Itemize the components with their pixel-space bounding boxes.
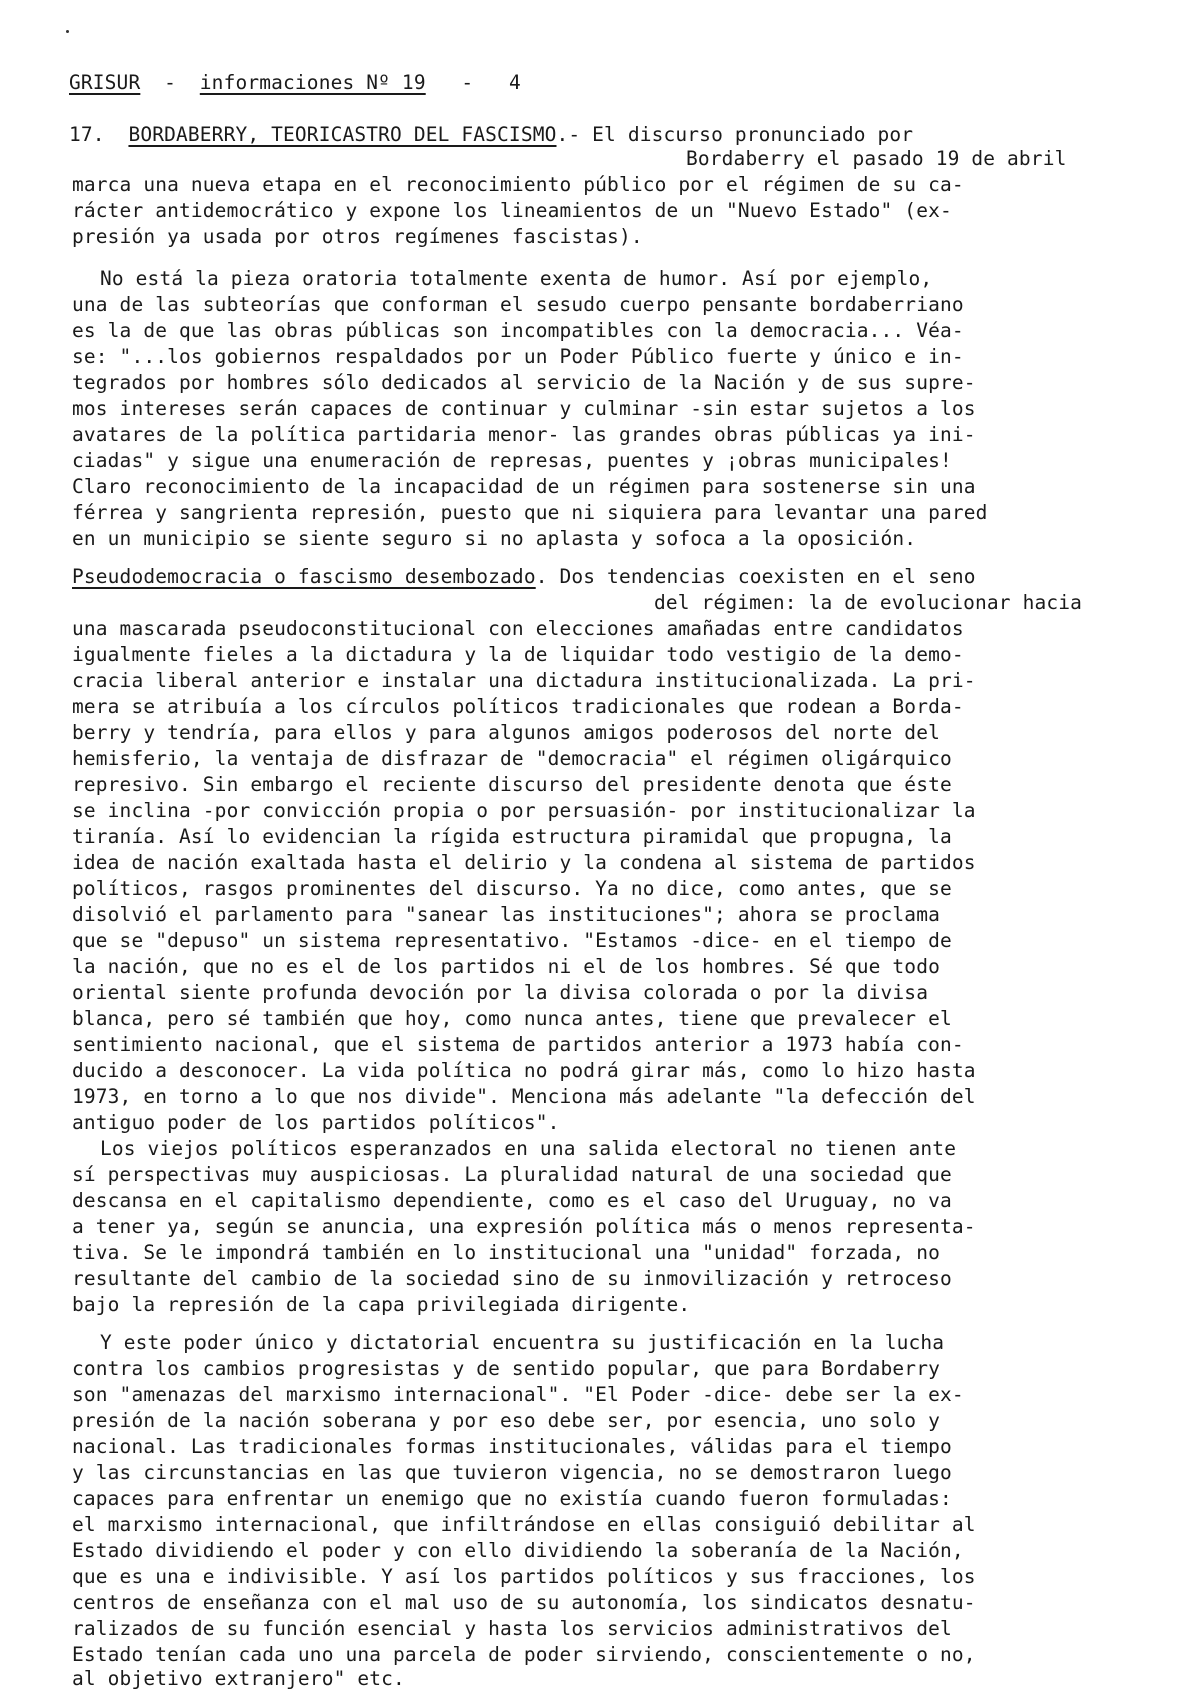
text-line: en un municipio se siente seguro si no aplasta y sofoca a la oposición. [72, 527, 917, 550]
text-line: represivo. Sin embargo el reciente discurso del presidente denota que éste [72, 773, 952, 796]
text-line: presión de la nación soberana y por eso debe ser, por esencia, uno solo y [72, 1409, 940, 1432]
text-line: idea de nación exaltada hasta el delirio y la condena al sistema de partidos [72, 851, 976, 874]
text-line: centros de enseñanza con el mal uso de su autonomía, los sindicatos desnatu- [72, 1591, 976, 1614]
text-line: y las circunstancias en las que tuvieron vigencia, no se demostraron luego [72, 1461, 952, 1484]
header-dash: - [461, 71, 474, 94]
text-line: ciadas" y sigue una enumeración de represas, puentes y ¡obras municipales! [72, 449, 952, 472]
text-line: que se "depuso" un sistema representativo. "Estamos -dice- en el tiempo de [72, 929, 952, 952]
text-line: sentimiento nacional, que el sistema de partidos anterior a 1973 había con- [72, 1033, 964, 1056]
text-line: blanca, pero sé también que hoy, como nunca antes, tiene que prevalecer el [72, 1007, 952, 1030]
subheading: Pseudodemocracia o fascismo desembozado [72, 565, 536, 588]
text-line: mos intereses serán capaces de continuar y culminar -sin estar sujetos a los [72, 397, 976, 420]
header-brand: GRISUR [69, 71, 141, 94]
text-line: se: "...los gobiernos respaldados por un Poder Público fuerte y único e in- [72, 345, 964, 368]
text-line: igualmente fieles a la dictadura y la de liquidar todo vestigio de la demo- [72, 643, 964, 666]
text-line: contra los cambios progresistas y de sentido popular, que para Bordaberry [72, 1357, 940, 1380]
text-line: al objetivo extranjero" etc. [72, 1667, 405, 1690]
text-line: oriental siente profunda devoción por la divisa colorada o por la divisa [72, 981, 929, 1004]
text-line: una de las subteorías que conforman el sesudo cuerpo pensante bordaberriano [72, 293, 964, 316]
text-line: descansa en el capitalismo dependiente, como es el caso del Uruguay, no va [72, 1189, 952, 1212]
text-line: No está la pieza oratoria totalmente exenta de humor. Así por ejemplo, [100, 267, 933, 290]
text-line: bajo la represión de la capa privilegiada dirigente. [72, 1293, 691, 1316]
article-title-suffix: .- El discurso pronunciado por [556, 123, 914, 146]
text-line: a tener ya, según se anuncia, una expresión política más o menos representa- [72, 1215, 976, 1238]
text-line: que es una e indivisible. Y así los partidos políticos y sus fracciones, los [72, 1565, 976, 1588]
text-line: capaces para enfrentar un enemigo que no existía cuando fueron formuladas: [72, 1487, 952, 1510]
text-line: férrea y sangrienta represión, puesto que ni siquiera para levantar una pared [72, 501, 988, 524]
text-line: rácter antidemocrático y expone los lineamientos de un "Nuevo Estado" (ex- [72, 199, 952, 222]
text-line: una mascarada pseudoconstitucional con elecciones amañadas entre candidatos [72, 617, 964, 640]
text-line: mera se atribuía a los círculos políticos tradicionales que rodean a Borda- [72, 695, 964, 718]
text-line: Claro reconocimiento de la incapacidad de un régimen para sostenerse sin una [72, 475, 976, 498]
text-line: berry y tendría, para ellos y para algunos amigos poderosos del norte del [72, 721, 940, 744]
text-line: es la de que las obras públicas son incompatibles con la democracia... Véa- [72, 319, 964, 342]
text-line: Bordaberry el pasado 19 de abril [686, 147, 1067, 170]
text-line: políticos, rasgos prominentes del discurso. Ya no dice, como antes, que se [72, 877, 952, 900]
header-dash: - [164, 71, 177, 94]
subheading-suffix: . Dos tendencias coexisten en el seno [535, 565, 976, 588]
subheading-line [72, 564, 976, 590]
text-line: se inclina -por convicción propia o por persuasión- por institucionalizar la [72, 799, 976, 822]
article-title-line [69, 122, 913, 148]
text-line: cracia liberal anterior e instalar una dictadura institucionalizada. La pri- [72, 669, 976, 692]
text-line: 1973, en torno a lo que nos divide". Menciona más adelante "la defección del [72, 1085, 976, 1108]
text-line: Estado dividiendo el poder y con ello dividiendo la soberanía de la Nación, [72, 1539, 964, 1562]
text-line: hemisferio, la ventaja de disfrazar de "democracia" el régimen oligárquico [72, 747, 952, 770]
text-line: el marxismo internacional, que infiltrándose en ellas consiguió debilitar al [72, 1513, 976, 1536]
article-title: BORDABERRY, TEORICASTRO DEL FASCISMO [128, 123, 557, 146]
text-line: del régimen: la de evolucionar hacia [654, 591, 1083, 614]
text-line: sí perspectivas muy auspiciosas. La pluralidad natural de una sociedad que [72, 1163, 952, 1186]
text-line: son "amenazas del marxismo internacional". "El Poder -dice- debe ser la ex- [72, 1383, 964, 1406]
page-header [69, 70, 521, 96]
text-line: la nación, que no es el de los partidos ni el de los hombres. Sé que todo [72, 955, 940, 978]
text-line: Y este poder único y dictatorial encuentra su justificación en la lucha [100, 1331, 945, 1354]
text-line: nacional. Las tradicionales formas institucionales, válidas para el tiempo [72, 1435, 952, 1458]
page-speck [66, 30, 69, 33]
text-line: disolvió el parlamento para "sanear las instituciones"; ahora se proclama [72, 903, 940, 926]
text-line: tiranía. Así lo evidencian la rígida estructura piramidal que propugna, la [72, 825, 952, 848]
text-line: resultante del cambio de la sociedad sino de su inmovilización y retroceso [72, 1267, 952, 1290]
text-line: ducido a desconocer. La vida política no podrá girar más, como lo hizo hasta [72, 1059, 976, 1082]
text-line: Los viejos políticos esperanzados en una salida electoral no tienen ante [100, 1137, 957, 1160]
text-line: tegrados por hombres sólo dedicados al servicio de la Nación y de sus supre- [72, 371, 976, 394]
header-publication: informaciones Nº 19 [199, 71, 426, 94]
text-line: Estado tenían cada uno una parcela de poder sirviendo, conscientemente o no, [72, 1643, 976, 1666]
text-line: ralizados de su función esencial y hasta los servicios administrativos del [72, 1617, 952, 1640]
text-line: marca una nueva etapa en el reconocimiento público por el régimen de su ca- [72, 173, 964, 196]
text-line: avatares de la política partidaria menor- las grandes obras públicas ya ini- [72, 423, 976, 446]
header-page-number: 4 [508, 71, 521, 94]
text-line: tiva. Se le impondrá también en lo institucional una "unidad" forzada, no [72, 1241, 940, 1264]
article-number: 17. [69, 123, 105, 146]
text-line: presión ya usada por otros regímenes fascistas). [72, 225, 643, 248]
text-line: antiguo poder de los partidos políticos". [72, 1111, 560, 1134]
